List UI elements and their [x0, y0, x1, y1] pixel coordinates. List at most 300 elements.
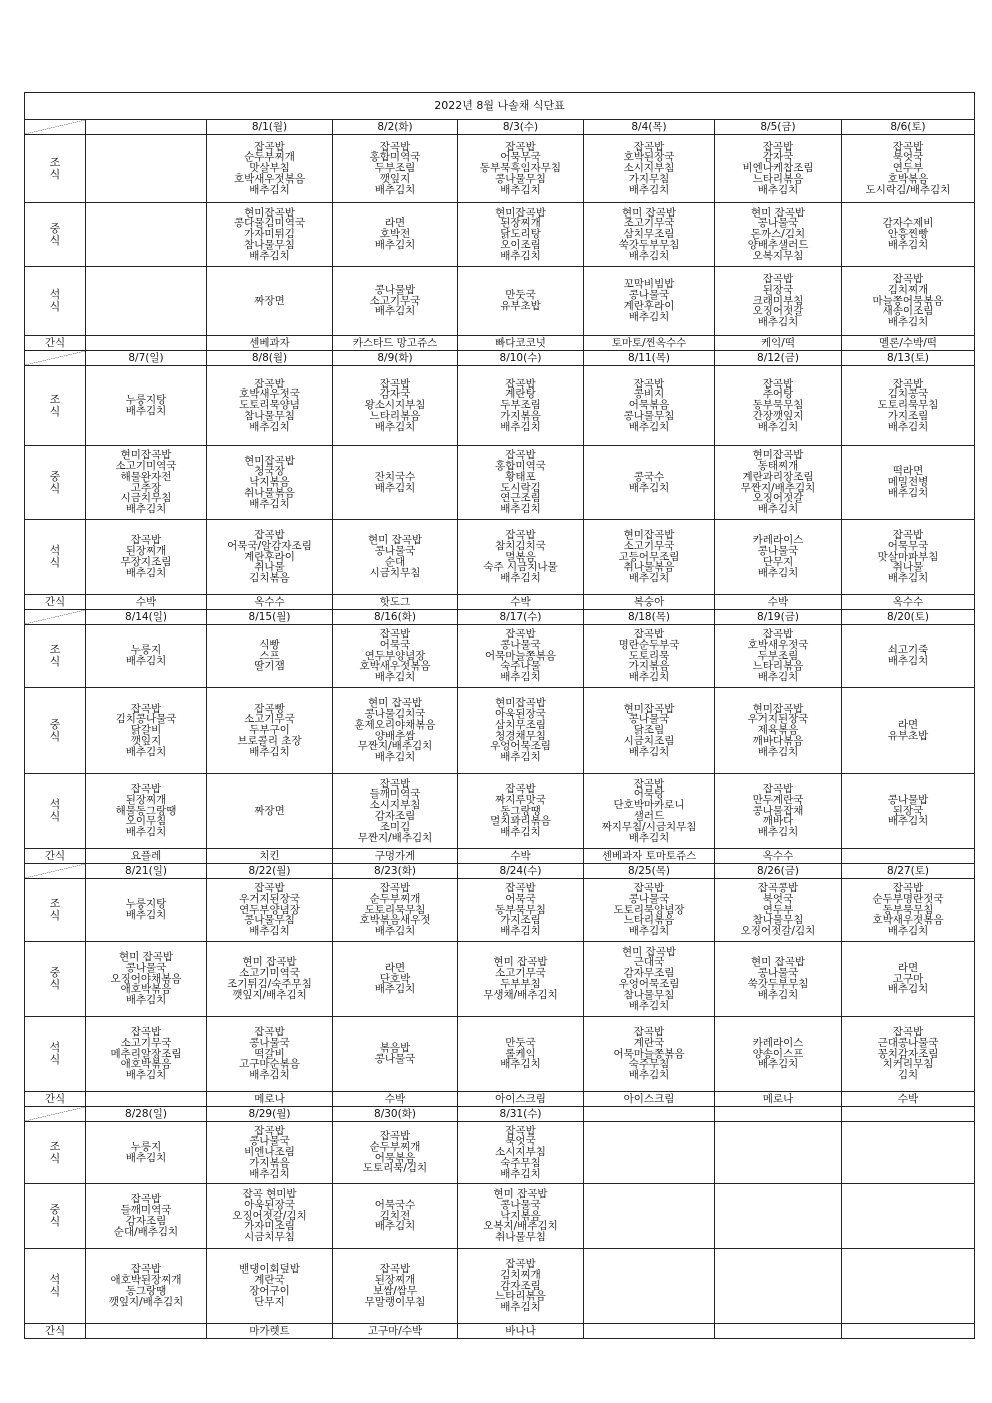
breakfast-cell [86, 879, 207, 942]
lunch-cell [86, 203, 207, 267]
menu-text: 잡곡밥 계란국 어묵마늘쫑볶음 숙주무침 배추김치 [613, 1026, 685, 1082]
dinner-label [25, 774, 86, 849]
lunch-cell [584, 203, 715, 267]
menu-text: 잔치국수 배추김치 [374, 470, 416, 494]
menu-text: 쇠고기죽 배추김치 [887, 644, 929, 667]
dinner-row [25, 1017, 975, 1092]
menu-text: 현미잡곡밥 청국장 낙지볶음 취나물볶음 배추김치 [244, 454, 295, 510]
menu-text: 잡곡밥 북엇국 연두부 호박볶음 도시락김/배추김치 [865, 140, 951, 196]
breakfast-cell [207, 625, 333, 688]
snack-cell [86, 1092, 207, 1107]
menu-text: 누룽지탕 배추김치 [125, 393, 167, 417]
dinner-cell [86, 1249, 207, 1324]
dinner-cell [333, 1017, 458, 1092]
breakfast-cell [715, 366, 842, 446]
menu-text: 잡곡밥 김치콩국 도토리묵무침 가지조림 배추김치 [877, 377, 939, 433]
date-cell: 8/25(목) [584, 864, 715, 879]
dinner-cell [715, 520, 842, 595]
snack-row [25, 849, 975, 864]
menu-text: 현미 잡곡밥 콩나물국 순대 시금치무침 [367, 534, 423, 579]
menu-text: 잡곡밥 소고기무국 메추리알장조림 애호박볶음 배추김치 [110, 1026, 182, 1082]
lunch-cell [842, 1184, 975, 1249]
menu-text: 잡곡밥 어묵국 동부묵무침 가지조림 배추김치 [495, 882, 546, 938]
date-cell: 8/11(목) [584, 351, 715, 366]
breakfast-cell [333, 366, 458, 446]
lunch-label [25, 942, 86, 1017]
menu-text: 잡곡밥 콩나물국 어묵마늘쫑볶음 숙주나물 배추김치 [484, 628, 556, 684]
menu-text: 현미잡곡밥 동태찌개 계란과리장조림 무짠지/배추김치 오징어젓갈 배추김치 [740, 449, 816, 516]
snack-cell: 수박 [458, 595, 584, 610]
menu-text: 현미 잡곡밥 소고기무국 두부부침 무생채/배추김치 [483, 956, 558, 1001]
snack-cell: 핫도그 [333, 595, 458, 610]
breakfast-cell [207, 366, 333, 446]
menu-text: 잡곡밥 우거지된장국 연두부양념장 콩나물무침 배추김치 [239, 882, 300, 938]
breakfast-cell [458, 625, 584, 688]
dinner-cell [584, 520, 715, 595]
menu-text: 잡곡밥 된장찌개 해물동그랑땡 오이무침 배추김치 [115, 783, 177, 839]
lunch-cell [207, 203, 333, 267]
menu-text: 잡곡밥 감자국 왕소시지부침 느타리볶음 배추김치 [364, 377, 426, 433]
meal-plan-table [24, 92, 975, 1339]
menu-text: 라면 유부초밥 [887, 718, 929, 742]
snack-cell: 메로나 [715, 1092, 842, 1107]
breakfast-cell [86, 366, 207, 446]
date-cell: 8/19(금) [715, 610, 842, 625]
dinner-label-text: 석식 [49, 288, 61, 313]
dinner-cell [207, 774, 333, 849]
menu-text: 잡곡밥 어묵무국 맛살마파부침 취나물 배추김치 [877, 529, 939, 585]
lunch-cell [86, 1184, 207, 1249]
menu-text: 현미잡곡밥 된장찌개 닭도리탕 오이조림 배추김치 [495, 206, 546, 262]
menu-text: 잡곡밥 콩나물국 떡갈비 고구마순볶음 배추김치 [239, 1026, 300, 1082]
dinner-row [25, 267, 975, 336]
dinner-cell [207, 1017, 333, 1092]
date-cell: 8/9(화) [333, 351, 458, 366]
menu-text: 현미 잡곡밥 조고기무국 삼치무조림 쑥갓두부무침 배추김치 [618, 206, 680, 262]
lunch-label [25, 1184, 86, 1249]
dinner-cell [842, 267, 975, 336]
breakfast-cell [207, 135, 333, 203]
date-cell: 8/31(수) [458, 1107, 584, 1122]
dinner-cell [86, 267, 207, 336]
date-cell: 8/21(일) [86, 864, 207, 879]
dinner-cell [333, 774, 458, 849]
lunch-cell [842, 446, 975, 520]
snack-cell [842, 849, 975, 864]
dinner-label [25, 1017, 86, 1092]
lunch-cell [458, 1184, 584, 1249]
date-cell: 8/6(토) [842, 120, 975, 135]
date-cell: 8/10(수) [458, 351, 584, 366]
snack-cell: 빠다코코넛 [458, 336, 584, 351]
dinner-label-text: 석식 [49, 798, 61, 823]
lunch-label-text: 중식 [49, 221, 61, 247]
page-title: 2022년 8월 나솔채 식단표 [25, 93, 975, 120]
menu-text: 현미잡곡밥 아욱된장국 삼치무조림 청경채무침 우엉어묵조림 배추김치 [490, 697, 551, 764]
date-cell: 8/18(목) [584, 610, 715, 625]
breakfast-label-text: 조식 [49, 1139, 61, 1165]
menu-text: 잡곡콩밥 북엇국 연두부 참나물무침 오징어젓갈/김치 [740, 882, 816, 938]
breakfast-label-text: 조식 [49, 897, 61, 922]
dinner-label [25, 267, 86, 336]
menu-text: 잡곡밥 김치콩나물국 닭갈비 깻잎지 배추김치 [115, 702, 177, 758]
date-row [25, 610, 975, 625]
date-cell: 8/30(화) [333, 1107, 458, 1122]
lunch-cell [207, 688, 333, 774]
date-cell: 8/28(일) [86, 1107, 207, 1122]
date-cell: 8/3(수) [458, 120, 584, 135]
dinner-cell [333, 1249, 458, 1324]
breakfast-cell [333, 135, 458, 203]
breakfast-cell [584, 625, 715, 688]
lunch-cell [458, 942, 584, 1017]
snack-cell [715, 1324, 842, 1339]
breakfast-cell [86, 625, 207, 688]
breakfast-label [25, 135, 86, 203]
date-cell: 8/5(금) [715, 120, 842, 135]
date-cell: 8/26(금) [715, 864, 842, 879]
date-row [25, 1107, 975, 1122]
date-cell: 8/24(수) [458, 864, 584, 879]
menu-text: 잡곡밥 콩나물국 도토리묵양념장 느타리볶음 배추김치 [613, 882, 685, 938]
lunch-row [25, 942, 975, 1017]
breakfast-cell [842, 625, 975, 688]
corner-cell [25, 120, 86, 135]
menu-text: 잡곡밥 콩비지 어묵볶음 콩나물무침 배추김치 [623, 377, 675, 433]
lunch-cell [333, 446, 458, 520]
breakfast-cell [333, 1122, 458, 1184]
menu-text: 잡곡밥 김치찌개 감자조림 느타리볶음 배추김치 [495, 1258, 546, 1314]
menu-text: 어묵국수 김치전 배추김치 [374, 1198, 416, 1233]
corner-cell [25, 610, 86, 625]
dinner-cell [207, 267, 333, 336]
dinner-row [25, 774, 975, 849]
dinner-label [25, 520, 86, 595]
breakfast-row [25, 1122, 975, 1184]
snack-cell [86, 336, 207, 351]
lunch-row [25, 688, 975, 774]
lunch-cell [207, 942, 333, 1017]
snack-cell [584, 1324, 715, 1339]
menu-text: 현미잡곡밥 콩나물국 닭조림 시금치조림 배추김치 [623, 702, 675, 758]
menu-text: 잡곡밥 순두부찌개 맛살부침 호박새우젓볶음 배추김치 [233, 140, 305, 196]
dinner-cell [333, 267, 458, 336]
menu-text: 잡곡밥 어묵국/알감자조림 계란후라이 취나물 김치볶음 [227, 529, 312, 585]
lunch-cell [333, 942, 458, 1017]
date-cell: 8/1(월) [207, 120, 333, 135]
menu-text: 라면 단호박 배추김치 [374, 961, 416, 996]
snack-row [25, 1324, 975, 1339]
lunch-cell [584, 446, 715, 520]
menu-text: 잡곡밥 들깨미역국 감자조림 순대/배추김치 [113, 1193, 179, 1238]
date-cell: 8/16(화) [333, 610, 458, 625]
date-cell: 8/20(토) [842, 610, 975, 625]
menu-text: 잡곡밥 순두부찌개 어묵볶음 도토리묵/김치 [362, 1129, 428, 1175]
date-cell: 8/23(화) [333, 864, 458, 879]
breakfast-cell [86, 135, 207, 203]
breakfast-row [25, 625, 975, 688]
corner-cell [25, 864, 86, 879]
snack-cell [842, 1324, 975, 1339]
lunch-label-text: 중식 [49, 1203, 61, 1228]
dinner-cell [86, 1017, 207, 1092]
menu-text: 잡곡 현미밥 아욱된장국 오징어젓갈/김치 가자미조림 시금치무침 [232, 1188, 307, 1244]
lunch-label [25, 203, 86, 267]
date-cell: 8/7(일) [86, 351, 207, 366]
menu-text: 현미잡곡밥 소고기무국 고등어무조림 취나물볶음 배추김치 [618, 529, 680, 585]
date-cell: 8/12(금) [715, 351, 842, 366]
menu-text: 콩국수 배추김치 [628, 470, 670, 494]
menu-text: 누룽지 배추김치 [125, 644, 167, 667]
menu-text: 잡곡밥 호박새우젓국 도토리묵양념 참나물무침 배추김치 [239, 377, 300, 433]
menu-text: 잡곡밥 애호박된장찌개 동그랑땡 깻잎지/배추김치 [108, 1263, 184, 1308]
menu-text: 잡곡밥 홍합미역국 황태포 도시락김 연근조림 배추김치 [495, 449, 546, 516]
snack-label: 간식 [25, 595, 86, 610]
lunch-cell [207, 446, 333, 520]
dinner-cell [584, 1017, 715, 1092]
date-cell: 8/14(일) [86, 610, 207, 625]
breakfast-cell [715, 625, 842, 688]
dinner-row [25, 1249, 975, 1324]
lunch-cell [207, 1184, 333, 1249]
corner-cell [25, 351, 86, 366]
snack-cell: 수박 [715, 595, 842, 610]
breakfast-cell [207, 879, 333, 942]
snack-cell: 고구마/수박 [333, 1324, 458, 1339]
dinner-cell [86, 520, 207, 595]
menu-text: 라면 호박전 배추김치 [374, 217, 416, 251]
snack-cell: 옥수수 [207, 595, 333, 610]
snack-cell: 센베과자 [207, 336, 333, 351]
snack-cell: 복숭아 [584, 595, 715, 610]
snack-row [25, 1092, 975, 1107]
snack-label: 간식 [25, 336, 86, 351]
dinner-label-text: 석식 [49, 544, 61, 569]
snack-cell: 옥수수 [842, 595, 975, 610]
breakfast-cell [584, 366, 715, 446]
breakfast-cell [458, 879, 584, 942]
date-cell: 8/4(목) [584, 120, 715, 135]
date-cell: 8/17(수) [458, 610, 584, 625]
snack-cell: 토마토/찐옥수수 [584, 336, 715, 351]
menu-text: 누룽지 배추김치 [125, 1140, 167, 1164]
menu-text: 잡곡밥 감자국 비엔나케찹조림 느타리볶음 배추김치 [742, 140, 814, 196]
dinner-label-text: 석식 [49, 1041, 61, 1066]
menu-text: 떡라면 메밀전병 배추김치 [887, 465, 929, 499]
breakfast-row [25, 366, 975, 446]
menu-text: 짜장면 [254, 804, 285, 817]
snack-cell: 수박 [333, 1092, 458, 1107]
lunch-cell [458, 688, 584, 774]
menu-text: 잡곡밥 호박새우젓국 두부조림 느타리볶음 배추김치 [747, 628, 809, 684]
lunch-cell [584, 1184, 715, 1249]
date-cell: 8/29(월) [207, 1107, 333, 1122]
menu-text: 라면 고구마 배추김치 [887, 961, 929, 996]
menu-text: 잡곡밥 추어탕 동부묵무침 간장깻잎지 배추김치 [752, 377, 804, 433]
lunch-label-text: 중식 [49, 717, 61, 743]
menu-text: 잡곡밥 된장찌개 보쌈/쌈무 무말랭이무침 [364, 1263, 426, 1308]
dinner-cell [207, 520, 333, 595]
menu-text: 카레라이스 양송이스프 배추김치 [752, 1036, 804, 1071]
menu-text: 현미 잡곡밥 콩나물국 쑥갓두부무침 배추김치 [747, 956, 809, 1001]
menu-text: 잡곡밥 들깨미역국 소시지부침 감자조림 조미김 무짠지/배추김치 [357, 777, 433, 844]
snack-cell: 센베과자 토마토쥬스 [584, 849, 715, 864]
lunch-cell [715, 942, 842, 1017]
menu-text: 감자수제비 안흥찐빵 배추김치 [882, 217, 934, 251]
dinner-cell [715, 774, 842, 849]
snack-cell: 치킨 [207, 849, 333, 864]
dinner-cell [207, 1249, 333, 1324]
menu-text: 현미잡곡밥 소고기미역국 해물완자전 고추장 시금치무침 배추김치 [115, 449, 177, 516]
breakfast-label [25, 879, 86, 942]
snack-cell: 멜론/수박/떡 [842, 336, 975, 351]
menu-text: 누룽지탕 배추김치 [125, 898, 167, 921]
lunch-cell [842, 688, 975, 774]
menu-text: 잡곡밥 콩나물국 비엔나조림 가지볶음 배추김치 [244, 1124, 295, 1180]
menu-text: 잡곡밥 순두부찌개 도토리묵무침 호박볶음새우젓 배추김치 [359, 882, 431, 938]
breakfast-row [25, 879, 975, 942]
dinner-cell [584, 774, 715, 849]
menu-text: 잡곡빵 소고기무국 두부구이 브로콜리 초장 배추김치 [237, 702, 302, 758]
snack-cell: 수박 [842, 1092, 975, 1107]
dinner-cell [584, 1249, 715, 1324]
snack-cell: 바나나 [458, 1324, 584, 1339]
breakfast-cell [333, 625, 458, 688]
date-row [25, 864, 975, 879]
breakfast-label-text: 조식 [49, 392, 61, 418]
menu-text: 현미잡곡밥 콩다물김미역국 가자미튀김 참나물무침 배추김치 [233, 206, 305, 262]
breakfast-cell [842, 135, 975, 203]
menu-text: 잡곡밥 어묵국 연두부양념장 호박새우젓볶음 배추김치 [359, 628, 431, 684]
menu-text: 현미 잡곡밥 소고기미역국 조기튀김/숙주무침 깻잎지/배추김치 [227, 956, 312, 1001]
dinner-cell [842, 1017, 975, 1092]
menu-text: 현미잡곡밥 우거지된장국 제육볶음 깨바다볶음 배추김치 [747, 702, 809, 758]
lunch-cell [715, 203, 842, 267]
breakfast-label [25, 366, 86, 446]
menu-text: 잡곡밥 북엇국 소시지부침 숙주무침 배추김치 [495, 1124, 546, 1180]
menu-text: 콩나물밥 소고기무국 배추김치 [369, 283, 421, 318]
lunch-cell [715, 688, 842, 774]
dinner-cell [458, 774, 584, 849]
breakfast-cell [842, 366, 975, 446]
snack-cell: 마가렛트 [207, 1324, 333, 1339]
date-cell: 8/22(월) [207, 864, 333, 879]
breakfast-cell [86, 1122, 207, 1184]
snack-cell: 케익/떡 [715, 336, 842, 351]
dinner-row [25, 520, 975, 595]
lunch-label [25, 688, 86, 774]
breakfast-cell [207, 1122, 333, 1184]
lunch-cell [333, 688, 458, 774]
menu-text: 잡곡밥 된장찌개 무장지조림 배추김치 [120, 534, 172, 579]
menu-text: 잡곡밥 호박된장국 소시지부침 가지무침 배추김치 [623, 140, 675, 196]
lunch-label-text: 중식 [49, 966, 61, 991]
snack-cell: 구멍가게 [333, 849, 458, 864]
snack-cell: 옥수수 [715, 849, 842, 864]
dinner-cell [842, 774, 975, 849]
menu-text: 볶음밥 콩나물국 [374, 1042, 416, 1065]
lunch-cell [86, 942, 207, 1017]
snack-cell: 수박 [458, 849, 584, 864]
breakfast-cell [458, 366, 584, 446]
date-cell: 8/2(화) [333, 120, 458, 135]
snack-cell: 아이스크림 [458, 1092, 584, 1107]
menu-text: 현미 잡곡밥 콩나물김치국 훈제오리야채볶음 양배추쌈 무짠지/배추김치 배추김치 [354, 697, 436, 764]
menu-text: 식빵 스프 딸기잼 [254, 638, 285, 673]
dinner-cell [458, 1249, 584, 1324]
menu-text: 잡곡밥 홍합미역국 두부조림 깻잎지 배추김치 [369, 140, 421, 196]
menu-text: 만둣국 롤케익 배추김치 [500, 1036, 541, 1071]
lunch-row [25, 1184, 975, 1249]
dinner-cell [842, 1249, 975, 1324]
snack-cell: 메로나 [207, 1092, 333, 1107]
snack-cell [86, 1324, 207, 1339]
breakfast-cell [584, 1122, 715, 1184]
dinner-cell [458, 267, 584, 336]
snack-label: 간식 [25, 1092, 86, 1107]
lunch-row [25, 446, 975, 520]
menu-text: 잡곡밥 어묵무국 동부묵흑임자무침 콩나물무침 배추김치 [479, 140, 562, 196]
corner-cell [25, 1107, 86, 1122]
dinner-cell [333, 520, 458, 595]
breakfast-cell [584, 135, 715, 203]
lunch-cell [715, 1184, 842, 1249]
date-cell: 8/27(토) [842, 864, 975, 879]
breakfast-cell [842, 1122, 975, 1184]
breakfast-label-text: 조식 [49, 643, 61, 668]
menu-text: 잡곡밥 참치김치국 멸볶음 숙주 시금치나물 배추김치 [483, 529, 558, 585]
lunch-cell [333, 203, 458, 267]
snack-label: 간식 [25, 1324, 86, 1339]
dinner-label [25, 1249, 86, 1324]
lunch-cell [584, 942, 715, 1017]
lunch-cell [458, 446, 584, 520]
menu-text: 밴댕이회덮밥 계란국 장어구이 단무지 [239, 1263, 300, 1308]
menu-text: 현미 잡곡밥 콩나물국 오징어야채볶음 애호박볶음 배추김치 [110, 951, 182, 1007]
menu-text: 잡곡밥 만두계란국 콩나물잡채 깨바다 배추김치 [752, 783, 804, 839]
snack-label: 간식 [25, 849, 86, 864]
snack-cell: 카스타드 망고쥬스 [333, 336, 458, 351]
snack-cell: 아이스크림 [584, 1092, 715, 1107]
lunch-cell [86, 446, 207, 520]
breakfast-cell [715, 1122, 842, 1184]
snack-cell: 요플레 [86, 849, 207, 864]
lunch-cell [842, 203, 975, 267]
menu-text: 현미 잡곡밥 콩나물국 돈까스/김치 양배추샐러드 오복지무침 [747, 206, 809, 262]
breakfast-cell [842, 879, 975, 942]
date-cell [842, 1107, 975, 1122]
breakfast-cell [458, 135, 584, 203]
dinner-cell [715, 1249, 842, 1324]
snack-row [25, 336, 975, 351]
lunch-row [25, 203, 975, 267]
menu-text: 잡곡밥 김치찌개 마늘쫑어묵볶음 새송이조림 배추김치 [872, 273, 944, 329]
date-cell: 8/8(월) [207, 351, 333, 366]
date-row [25, 120, 975, 135]
snack-row [25, 595, 975, 610]
menu-text: 꼬막비빔밥 콩나물국 계란후라이 배추김치 [623, 278, 675, 323]
date-row [25, 351, 975, 366]
breakfast-row [25, 135, 975, 203]
menu-text: 잡곡밥 순두부명란젓국 동부묵무침 호박새우젓볶음 배추김치 [872, 882, 944, 938]
lunch-cell [842, 942, 975, 1017]
dinner-cell [584, 267, 715, 336]
breakfast-cell [333, 879, 458, 942]
menu-text: 잡곡밥 된장국 크래미부침 오징어젓갈 배추김치 [752, 273, 804, 329]
dinner-cell [715, 1017, 842, 1092]
date-cell [715, 1107, 842, 1122]
menu-text: 짜장면 [254, 294, 285, 307]
